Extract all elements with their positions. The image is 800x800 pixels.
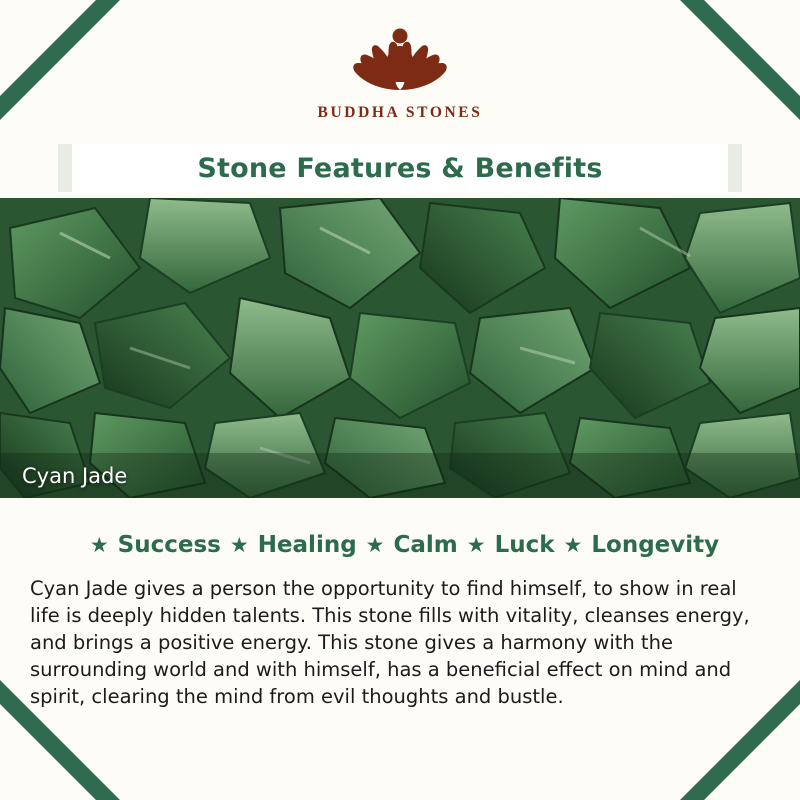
section-title-banner (72, 144, 728, 192)
description-paragraph: Cyan Jade gives a person the opportunity to find himself, to show in real life is deeply hidden talents. This stone fills with vitality, cleanses energy, and brings a positive energy. This stone gives a harmony with the surrounding world and with himself, has a beneficial effect on mind and spirit, clearing the mind from evil thoughts and bustle. (30, 577, 750, 708)
star-icon: ★ (563, 533, 583, 557)
benefit-item: Luck (494, 532, 555, 558)
brand-logo-block (0, 0, 800, 140)
stone-name-label: Cyan Jade (22, 464, 128, 488)
buddha-lotus-icon (325, 18, 475, 102)
brand-name: BUDDHA STONES (317, 104, 483, 121)
star-icon: ★ (229, 533, 249, 557)
hero-image (0, 198, 800, 498)
star-icon: ★ (365, 533, 385, 557)
jade-stones-illustration (0, 198, 800, 498)
benefit-item: Healing (257, 532, 357, 558)
benefit-item: Calm (393, 532, 458, 558)
benefits-list (0, 532, 800, 558)
page-title: Stone Features & Benefits (197, 152, 603, 184)
star-icon: ★ (466, 533, 486, 557)
star-icon: ★ (89, 533, 109, 557)
benefit-item: Success (117, 532, 221, 558)
benefit-item: Longevity (591, 532, 720, 558)
